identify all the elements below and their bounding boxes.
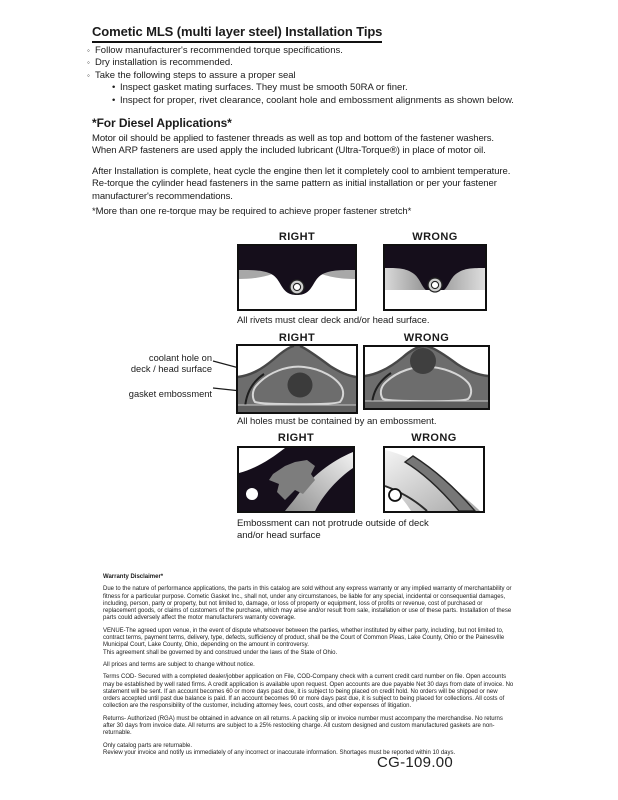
diagram-row1-right-panel bbox=[237, 244, 357, 311]
diagram-row1-wrong-panel bbox=[383, 244, 487, 311]
open-bullet-icon: ◦ bbox=[87, 46, 90, 55]
tip-text: Follow manufacturer's recommended torque specifications. bbox=[95, 45, 343, 56]
warranty-paragraph: Returns- Authorized (RGA) must be obtained in advance on all returns. A packing slip or invoice number must accompany the merchandise. No returns after 30 days from invoice date. All returns are subject to a 25% restocking charge. All custom designed and custom manufactured gaskets are non-returnable. bbox=[103, 715, 503, 737]
hole-outside-embossment-illustration bbox=[363, 345, 490, 410]
bolt-hole-icon bbox=[246, 488, 258, 500]
warranty-paragraph: Review your invoice and notify us immediately of any incorrect or inaccurate information. Shortages must be reported within 10 days. bbox=[103, 749, 456, 756]
list-item bbox=[87, 57, 537, 69]
row3-right-label: RIGHT bbox=[277, 432, 315, 444]
row3-wrong-label: WRONG bbox=[411, 432, 457, 444]
open-bullet-icon: ◦ bbox=[87, 58, 90, 68]
diagram-section bbox=[0, 230, 618, 550]
embossment-inside-deck-illustration bbox=[237, 446, 355, 513]
warranty-heading: Warranty Disclaimer* bbox=[103, 574, 164, 580]
filled-bullet-icon: • bbox=[112, 94, 116, 106]
list-item bbox=[87, 70, 537, 82]
warranty-paragraph: Terms COD- Secured with a completed dealer/jobber application on File, COD-Company check with a current credit card number on file. Open accounts may be established by well rated firms. A credit application is available upon request. Open accounts are due payable Net 30 days from date of invoice. No statement will be sent. If an account becomes 60 or more days past due, it is subject to being placed on credit hold. No orders will be shipped or new orders accepted until past due balance is paid. If an account becomes 90 or more days past due, it is subject to being placed for collections. All costs of collection are the responsibility of the customer, including attorney fees, court costs, and other expenses of litigation. bbox=[103, 674, 514, 710]
diesel-applications-heading: *For Diesel Applications* bbox=[92, 116, 232, 130]
warranty-disclaimer bbox=[103, 574, 515, 757]
row2-right-label: RIGHT bbox=[278, 332, 316, 344]
coolant-hole-callout bbox=[98, 353, 212, 374]
embossment-protrudes-illustration bbox=[383, 446, 485, 513]
diagram-row3-right-panel bbox=[237, 446, 355, 513]
coolant-hole-icon bbox=[410, 348, 436, 374]
callout-text: deck / head surface bbox=[130, 363, 212, 374]
list-item bbox=[112, 82, 537, 94]
row1-caption: All rivets must clear deck and/or head surface. bbox=[237, 315, 430, 326]
caption-line: and/or head surface bbox=[237, 529, 321, 541]
gasket-embossment-callout: gasket embossment bbox=[128, 389, 212, 400]
row1-right-label: RIGHT bbox=[278, 231, 316, 243]
callout-text: coolant hole on bbox=[148, 353, 212, 364]
row2-caption: All holes must be contained by an embossment. bbox=[237, 416, 437, 427]
hole-inside-embossment-illustration bbox=[236, 344, 358, 414]
tip-text: Inspect for proper, rivet clearance, coolant hole and embossment alignments as shown below. bbox=[120, 94, 514, 106]
diagram-row3-wrong-panel bbox=[383, 446, 485, 513]
rivet-clears-deck-illustration bbox=[237, 244, 357, 311]
warranty-paragraph: Only catalog parts are returnable. bbox=[103, 742, 193, 749]
bolt-hole-icon bbox=[389, 489, 401, 501]
retorque-note: *More than one re-torque may be required to achieve proper fastener stretch* bbox=[92, 206, 412, 217]
warranty-paragraph: This agreement shall be governed by and construed under the laws of the State of Ohio. bbox=[103, 649, 338, 656]
installation-tips-list bbox=[87, 45, 537, 107]
open-bullet-icon: ◦ bbox=[87, 70, 90, 80]
warranty-paragraph: VENUE-The agreed upon venue, in the event of dispute whatsoever between the parties, whether instituted by either party, including, but not limited to, contract terms, payment terms, delivery, type, defects, sufficiency of product, shall be the Court of Common Pleas, Lake County, Ohio or the Painesville Municipal Court, Lake County, Ohio, depending on the amount in controversy. bbox=[103, 627, 505, 649]
diesel-paragraph: Motor oil should be applied to fastener threads as well as top and bottom of the fastener washers. When ARP fasteners are used apply the included lubricant (Ultra-Torque®) in place of motor oil. bbox=[92, 133, 494, 157]
row2-wrong-label: WRONG bbox=[403, 332, 450, 344]
page-title: Cometic MLS (multi layer steel) Installation Tips bbox=[92, 24, 382, 43]
warranty-paragraph: Due to the nature of performance applications, the parts in this catalog are sold without any express warranty or any implied warranty of merchantability or fitness for a particular purpose. Cometic Gasket Inc., shall not, under any circumstances, be liable for any special, incidental or consequential damages, including, person, party or property, but not limited to, damage, or loss of property or equipment, loss of profits or revenue, cost of purchased or replacement goods, or claims of customers of the purchase, which may arise and/or result from sale, installation or use of these parts. Installation of these parts could adversely affect the motor manufacturers warranty coverage. bbox=[103, 586, 512, 622]
coolant-hole-icon bbox=[288, 373, 313, 398]
warranty-paragraph: All prices and terms are subject to change without notice. bbox=[103, 661, 255, 668]
rivet-hits-deck-illustration bbox=[383, 244, 487, 311]
row1-wrong-label: WRONG bbox=[412, 231, 458, 243]
diagram-row2-wrong-panel bbox=[363, 345, 490, 410]
list-item bbox=[87, 45, 537, 57]
diagram-row2-right-panel bbox=[236, 344, 358, 414]
tip-text: Take the following steps to assure a proper seal bbox=[95, 69, 296, 81]
caption-line: Embossment can not protrude outside of deck bbox=[237, 518, 429, 529]
page-code: CG-109.00 bbox=[377, 754, 454, 771]
filled-bullet-icon: • bbox=[112, 82, 116, 94]
row3-caption bbox=[237, 518, 467, 541]
tip-text: Dry installation is recommended. bbox=[95, 57, 233, 69]
list-item bbox=[112, 95, 537, 107]
diesel-paragraph: After Installation is complete, heat cycle the engine then let it completely cool to ambient temperature. Re-torque the cylinder head fasteners in the same pattern as initial installation or per your fastener manufacturer's recommendations. bbox=[92, 166, 511, 202]
tip-text: Inspect gasket mating surfaces. They must be smooth 50RA or finer. bbox=[120, 82, 408, 94]
